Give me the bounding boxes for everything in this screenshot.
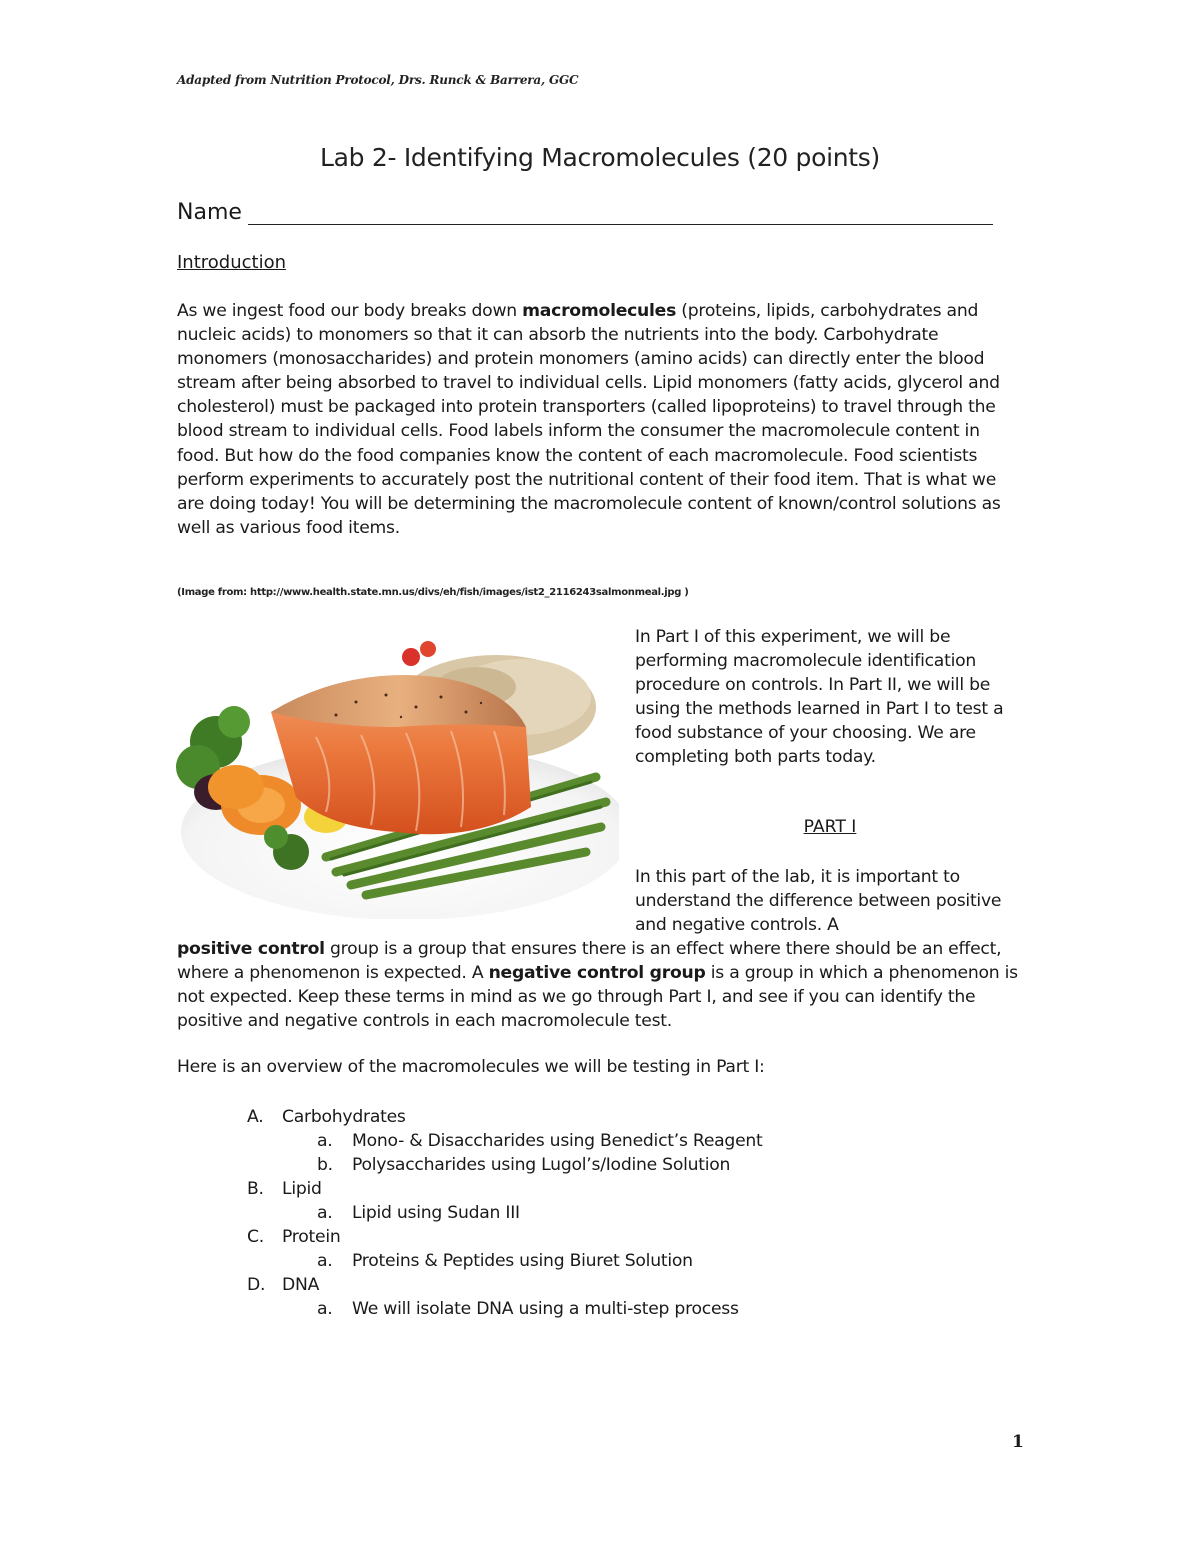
outline-item bbox=[247, 1105, 763, 1129]
outline-label: Lipid using Sudan III bbox=[352, 1203, 520, 1223]
intro-text-rest: (proteins, lipids, carbohydrates and nucleic acids) to monomers so that it can absorb the nutrients into the body. Carbohydrate monomers (monosaccharides) and protein monomers (amino acids) can directly enter the blood stream after being absorbed to travel to individual cells. Lipid monomers (fatty acids, glycerol and cholesterol) must be packaged into protein transporters (called lipoproteins) to travel through the blood stream to individual cells. Food labels inform the consumer the macromolecule content in food. But how do the food companies know the content of each macromolecule. Food scientists perform experiments to accurately post the nutritional content of their food item. That is what we are doing today! You will be determining the macromolecule content of known/control solutions as well as various food items. bbox=[177, 301, 1001, 538]
controls-paragraph bbox=[177, 937, 1037, 1033]
intro-text-start: As we ingest food our body breaks down bbox=[177, 301, 523, 321]
name-label: Name bbox=[177, 200, 242, 225]
outline-subitem bbox=[247, 1129, 763, 1153]
outline-marker: D. bbox=[247, 1275, 266, 1295]
image-credit: (Image from: http://www.health.state.mn.us/divs/eh/fish/images/ist2_2116243salmonmeal.jpg ) bbox=[177, 587, 689, 598]
page-number: 1 bbox=[1012, 1432, 1024, 1452]
header-note: Adapted from Nutrition Protocol, Drs. Runck & Barrera, GGC bbox=[177, 73, 579, 87]
outline-item bbox=[247, 1225, 763, 1249]
introduction-paragraph bbox=[177, 299, 1027, 540]
outline-label: Carbohydrates bbox=[282, 1107, 406, 1127]
part-intro-paragraph: In Part I of this experiment, we will be performing macromolecule identification procedure on controls. In Part II, we will be using the methods learned in Part I to test a food substance of your choosing. We are completing both parts today. bbox=[635, 627, 1004, 768]
outline-label: DNA bbox=[282, 1275, 320, 1295]
negative-control-term: negative control group bbox=[488, 963, 706, 984]
outline-label: We will isolate DNA using a multi-step process bbox=[352, 1299, 739, 1319]
outline-marker: A. bbox=[247, 1107, 264, 1127]
outline-label: Mono- & Disaccharides using Benedict’s Reagent bbox=[352, 1131, 763, 1151]
salmon-meal-image bbox=[176, 627, 619, 919]
outline-marker: a. bbox=[317, 1299, 333, 1319]
controls-text-end: is a group in which a phenomenon is not expected. Keep these terms in mind as we go through Part I, and see if you can identify the positive and negative controls in each macromolecule test. bbox=[177, 963, 1018, 1032]
controls-text-mid: group is a group that ensures there is an effect where there should be an effect, where a phenomenon is expected. A bbox=[177, 939, 1002, 984]
outline-marker: B. bbox=[247, 1179, 264, 1199]
outline-subitem bbox=[247, 1297, 763, 1321]
positive-control-term: positive control bbox=[177, 939, 325, 959]
outline-subitem bbox=[247, 1153, 763, 1177]
outline-label: Proteins & Peptides using Biuret Solution bbox=[352, 1251, 693, 1271]
name-field-row bbox=[177, 200, 993, 225]
outline-item bbox=[247, 1177, 763, 1201]
controls-paragraph-start: In this part of the lab, it is important to understand the difference between positive and negative controls. A bbox=[635, 867, 1002, 936]
outline-marker: a. bbox=[317, 1251, 333, 1271]
name-blank-line[interactable] bbox=[248, 200, 993, 225]
intro-bold-term: macromolecules bbox=[522, 301, 677, 321]
outline-marker: a. bbox=[317, 1131, 333, 1151]
page-title: Lab 2- Identifying Macromolecules (20 points) bbox=[320, 143, 880, 172]
outline-marker: C. bbox=[247, 1227, 264, 1247]
outline-item bbox=[247, 1273, 763, 1297]
macromolecule-outline bbox=[247, 1105, 763, 1321]
outline-marker: a. bbox=[317, 1203, 333, 1223]
outline-subitem bbox=[247, 1249, 763, 1273]
outline-label: Lipid bbox=[282, 1179, 322, 1199]
outline-marker: b. bbox=[317, 1155, 333, 1175]
overview-sentence: Here is an overview of the macromolecules we will be testing in Part I: bbox=[177, 1057, 765, 1077]
part-one-heading: PART I bbox=[803, 817, 857, 837]
outline-subitem bbox=[247, 1201, 763, 1225]
introduction-heading: Introduction bbox=[177, 252, 287, 273]
outline-label: Polysaccharides using Lugol’s/Iodine Solution bbox=[352, 1155, 731, 1175]
outline-label: Protein bbox=[282, 1227, 341, 1247]
